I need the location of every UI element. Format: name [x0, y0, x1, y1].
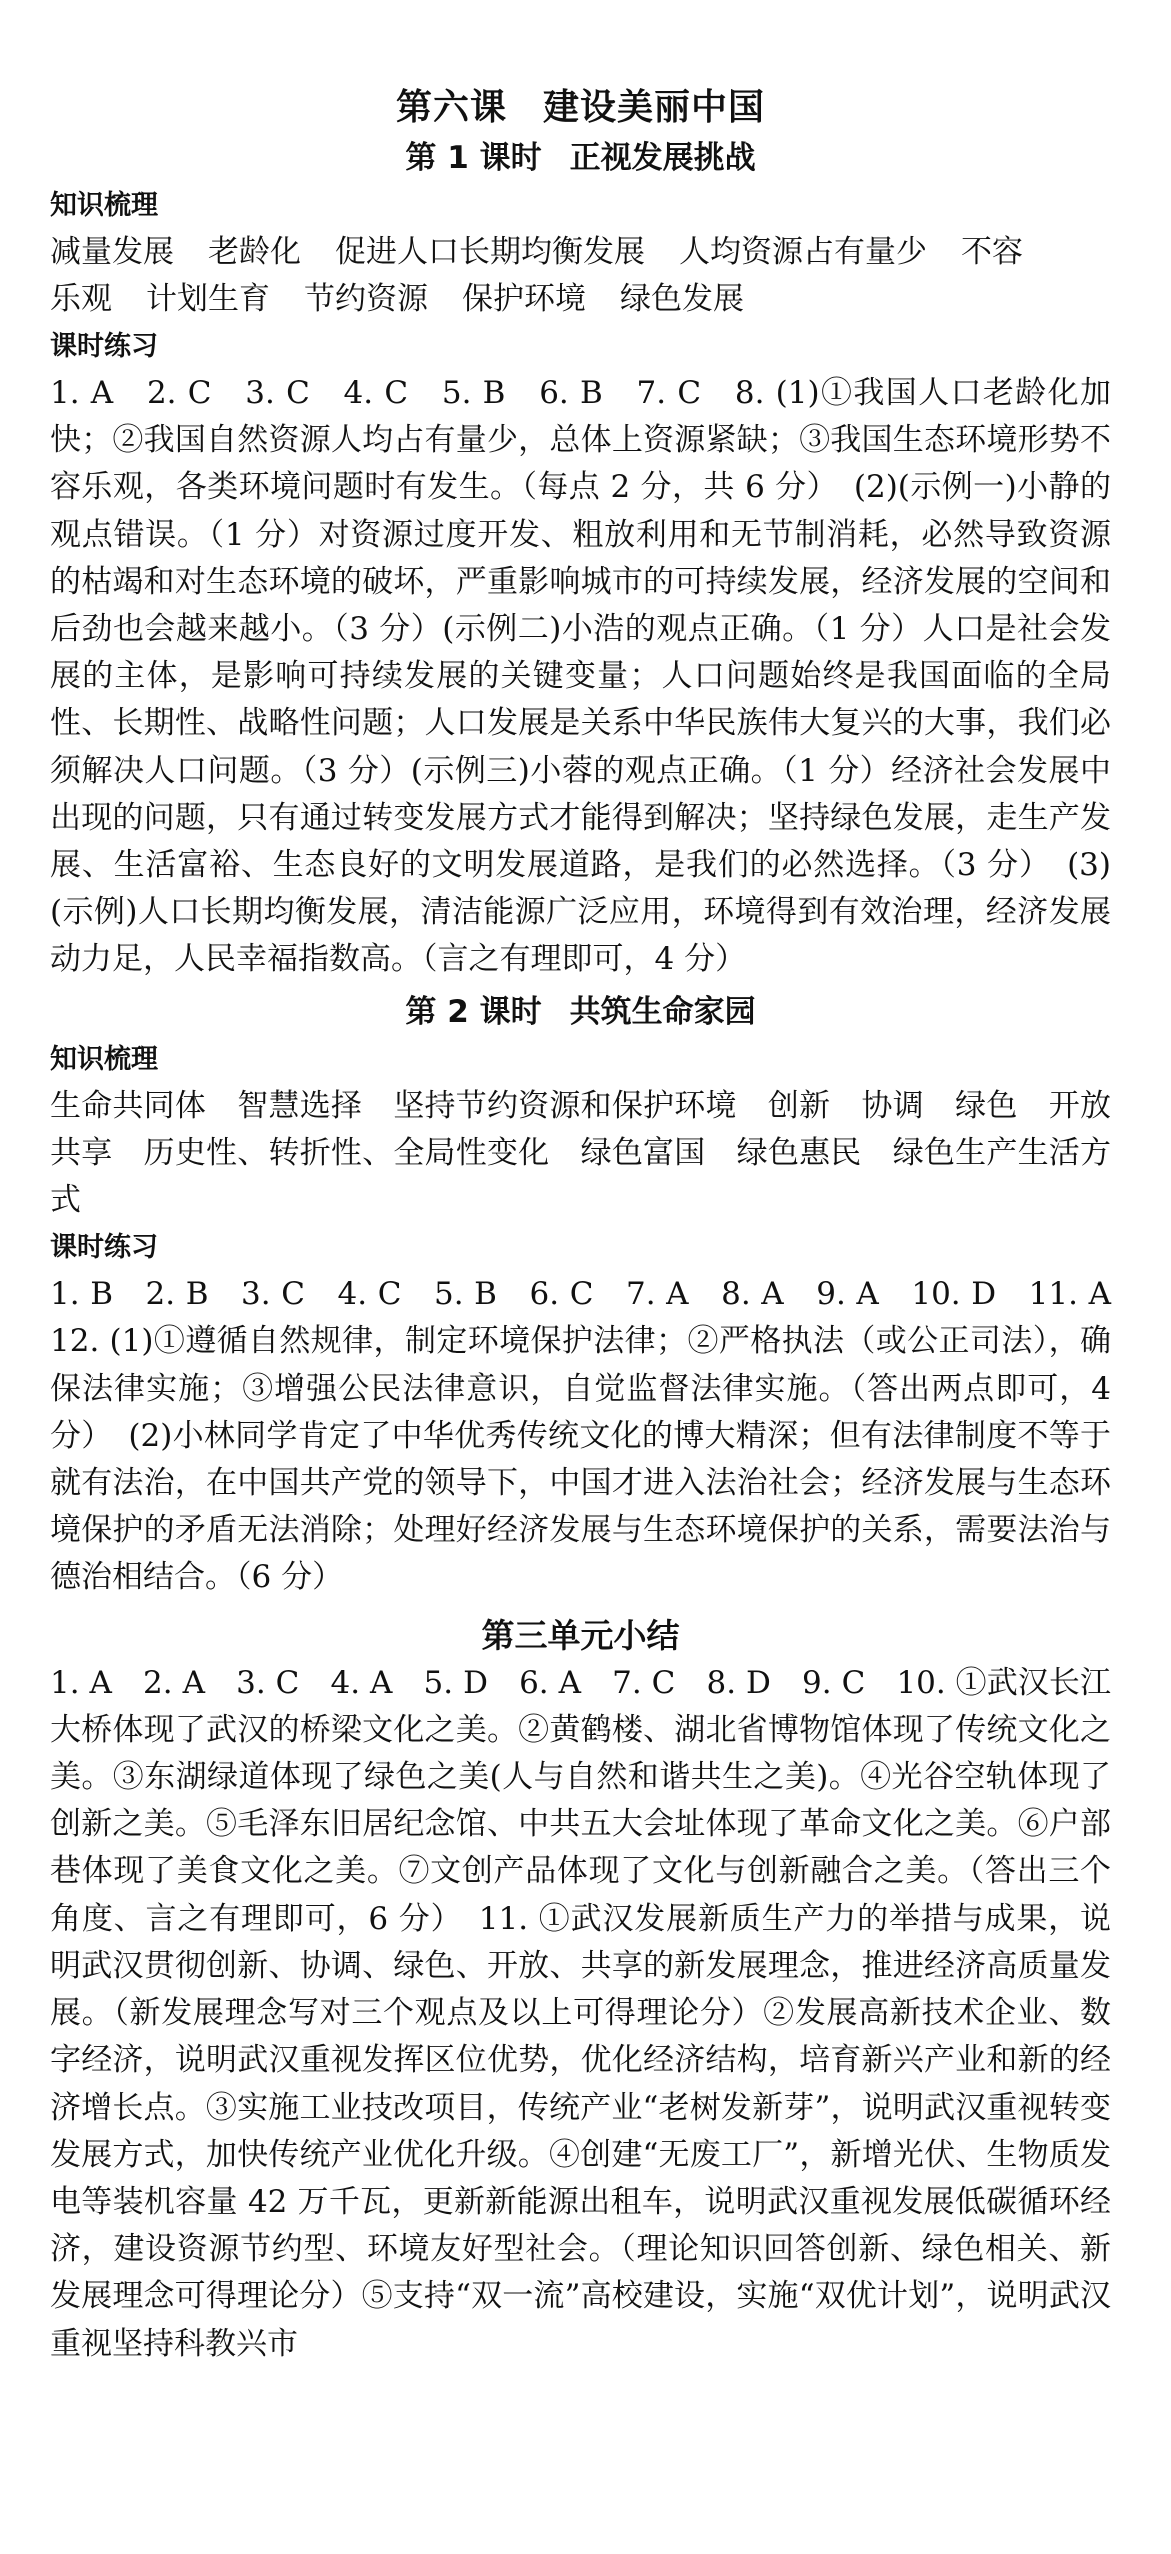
section2-knowledge-label: 知识梳理 [50, 1043, 158, 1075]
lesson-title-right: 建设美丽中国 [543, 87, 766, 128]
section1-title-right: 正视发展挑战 [569, 140, 756, 176]
section1-practice-label: 课时练习 [50, 331, 158, 362]
keyword: 乐观 [50, 281, 112, 317]
section2-title-left: 第 2 课时 [405, 993, 542, 1030]
section1-title-left: 第 1 课时 [405, 140, 542, 176]
lesson-title-left: 第六课 [395, 87, 507, 128]
section1-knowledge-label: 知识梳理 [50, 190, 158, 221]
keyword: 促进人口长期均衡发展 [335, 234, 645, 270]
section2-knowledge-points: 生命共同体 智慧选择 坚持节约资源和保护环境 创新 协调 绿色 开放 共享 历史性、转折性、全局性变化 绿色富国 绿色惠民 绿色生产生活方式 [50, 1087, 1142, 1219]
section2-title-right: 共筑生命家园 [569, 993, 756, 1030]
section1-title [50, 134, 1111, 182]
keyword: 计划生育 [146, 281, 270, 317]
keyword: 保护环境 [462, 281, 586, 317]
keyword: 绿色发展 [620, 281, 744, 317]
keyword: 减量发展 [50, 234, 174, 270]
section1-knowledge-line1 [50, 229, 1111, 276]
keyword: 老龄化 [208, 234, 301, 270]
section2-title [50, 988, 1111, 1036]
keyword: 人均资源占有量少 [679, 234, 927, 270]
section1-practice-answers: 1. A 2. C 3. C 4. C 5. B 6. B 7. C 8. (1)①我国人口老龄化加快；②我国自然资源人均占有量少，总体上资源紧缺；③我国生态环境形势不容乐观，各类环境问题时有发生。（每点 2 分，共 6 分） (2)(示例一)小静的观点错误。（1 分）对资源过度开发、粗放利用和无节制消耗，必然导致资源的枯竭和对生态环境的破坏，严重影响城市的可持续发展，经济发展的空间和后劲也会越来越小。（3 分）(示例二)小浩的观点正确。（1 分）人口是社会发展的主体，是影响可持续发展的关键变量；人口问题始终是我国面临的全局性、长期性、战略性问题；人口发展是关系中华民族伟大复兴的大事，我们必须解决人口问题。（3 分）(示例三)小蓉的观点正确。（1 分）经济社会发展中出现的问题，只有通过转变发展方式才能得到解决；坚持绿色发展，走生产发展、生活富裕、生态良好的文明发展道路，是我们的必然选择。（3 分） (3)(示例)人口长期均衡发展，清洁能源广泛应用，环境得到有效治理，经济发展动力足，人民幸福指数高。（言之有理即可，4 分） [50, 375, 1111, 978]
keyword: 不容 [961, 234, 1023, 270]
section2-practice-label: 课时练习 [50, 1232, 158, 1264]
unit-summary-answers: 1. A 2. A 3. C 4. A 5. D 6. A 7. C 8. D 9. C 10. ①武汉长江大桥体现了武汉的桥梁文化之美。②黄鹤楼、湖北省博物馆体现了传统文化之美。③东湖绿道体现了绿色之美(人与自然和谐共生之美)。④光谷空轨体现了创新之美。⑤毛泽东旧居纪念馆、中共五大会址体现了革命文化之美。⑥户部巷体现了美食文化之美。⑦文创产品体现了文化与创新融合之美。（答出三个角度、言之有理即可，6 分） 11. ①武汉发展新质生产力的举措与成果，说明武汉贯彻创新、协调、绿色、开放、共享的新发展理念，推进经济高质量发展。（新发展理念写对三个观点及以上可得理论分）②发展高新技术企业、数字经济，说明武汉重视发挥区位优势，优化经济结构，培育新兴产业和新的经济增长点。③实施工业技改项目，传统产业“老树发新芽”，说明武汉重视转变发展方式，加快传统产业优化升级。④创建“无废工厂”，新增光伏、生物质发电等装机容量 42 万千瓦，更新新能源出租车，说明武汉重视发展低碳循环经济，建设资源节约型、环境友好型社会。（理论知识回答创新、绿色相关、新发展理念可得理论分）⑤支持“双一流”高校建设，实施“双优计划”，说明武汉重视坚持科教兴市 [50, 1664, 1111, 2362]
section1-knowledge-line2 [50, 276, 1111, 323]
lesson-title [50, 0, 1111, 130]
unit-summary-title: 第三单元小结 [481, 1615, 680, 1655]
keyword: 节约资源 [304, 281, 428, 317]
section2-practice-answers: 1. B 2. B 3. C 4. C 5. B 6. C 7. A 8. A 9. A 10. D 11. A 12. (1)①遵循自然规律，制定环境保护法律；②严格执法（或公正司法），确保法律实施；③增强公民法律意识，自觉监督法律实施。（答出两点即可，4 分） (2)小林同学肯定了中华优秀传统文化的博大精深；但有法律制度不等于就有法治，在中国共产党的领导下，中国才进入法治社会；经济发展与生态环境保护的矛盾无法消除；处理好经济发展与生态环境保护的关系，需要法治与德治相结合。（6 分） [50, 1276, 1142, 1596]
